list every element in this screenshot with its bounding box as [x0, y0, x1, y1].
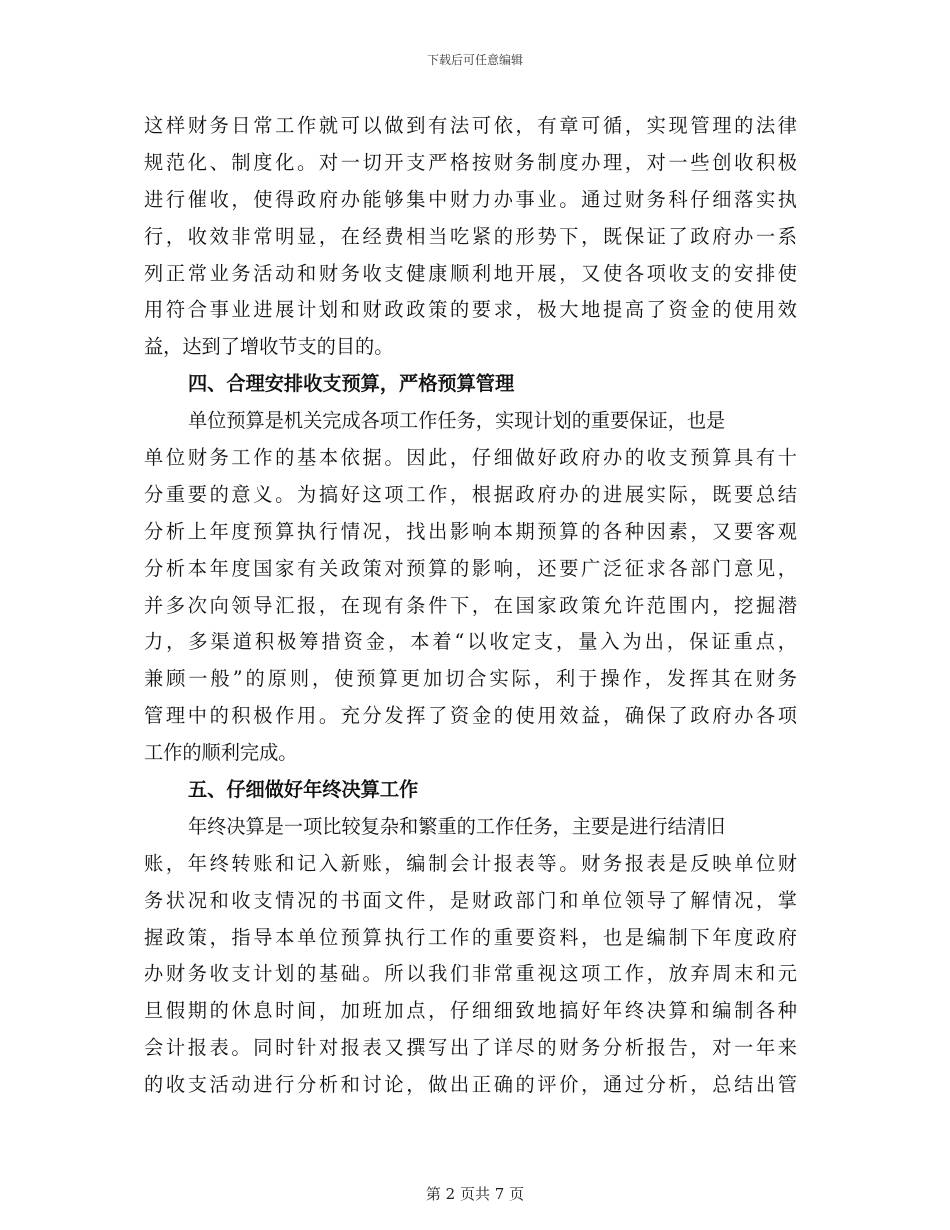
text-line: 进行催收，使得政府办能够集中财力办事业。通过财务科仔细落实执	[144, 187, 797, 211]
text-line: 分析上年度预算执行情况，找出影响本期预算的各种因素，又要客观	[144, 519, 797, 543]
section-heading: 四、合理安排收支预算，严格预算管理	[188, 372, 515, 396]
page-footer: 第 2 页共 7 页	[425, 1185, 525, 1203]
text-line: 益，达到了增收节支的目的。	[144, 335, 394, 359]
text-line: 规范化、制度化。对一切开支严格按财务制度办理，对一些创收积极	[144, 150, 797, 174]
page-header: 下载后可任意编辑	[426, 53, 523, 67]
text-line: 年终决算是一项比较复杂和繁重的工作任务，主要是进行结清旧	[188, 814, 726, 838]
text-line: 旦假期的休息时间，加班加点，仔细细致地搞好年终决算和编制各种	[144, 999, 797, 1023]
text-line: 管理中的积极作用。充分发挥了资金的使用效益，确保了政府办各项	[144, 704, 797, 728]
text-line: 的收支活动进行分析和讨论，做出正确的评价，通过分析，总结出管	[144, 1073, 797, 1097]
text-line: 力，多渠道积极筹措资金，本着“以收定支，量入为出，保证重点，	[144, 630, 797, 654]
text-line: 账，年终转账和记入新账，编制会计报表等。财务报表是反映单位财	[144, 851, 797, 875]
section-heading: 五、仔细做好年终决算工作	[188, 778, 419, 802]
document-body	[144, 108, 797, 1104]
text-line: 用符合事业进展计划和财政政策的要求，极大地提高了资金的使用效	[144, 298, 797, 322]
text-line: 工作的顺利完成。	[144, 741, 298, 765]
text-line: 单位财务工作的基本依据。因此，仔细做好政府办的收支预算具有十	[144, 446, 797, 470]
text-line: 办财务收支计划的基础。所以我们非常重视这项工作，放弃周末和元	[144, 962, 797, 986]
text-line: 务状况和收支情况的书面文件，是财政部门和单位领导了解情况，掌	[144, 888, 797, 912]
text-line: 会计报表。同时针对报表又撰写出了详尽的财务分析报告，对一年来	[144, 1036, 797, 1060]
text-line: 握政策，指导本单位预算执行工作的重要资料，也是编制下年度政府	[144, 925, 797, 949]
text-line: 分重要的意义。为搞好这项工作，根据政府办的进展实际，既要总结	[144, 482, 797, 506]
text-line: 并多次向领导汇报，在现有条件下，在国家政策允许范围内，挖掘潜	[144, 593, 797, 617]
text-line: 兼顾一般”的原则，使预算更加切合实际，利于操作，发挥其在财务	[144, 667, 797, 691]
text-line: 单位预算是机关完成各项工作任务，实现计划的重要保证，也是	[188, 409, 726, 433]
text-line: 行，收效非常明显，在经费相当吃紧的形势下，既保证了政府办一系	[144, 224, 797, 248]
text-line: 这样财务日常工作就可以做到有法可依，有章可循，实现管理的法律	[144, 114, 797, 137]
text-line: 分析本年度国家有关政策对预算的影响，还要广泛征求各部门意见，	[144, 556, 797, 580]
text-line: 列正常业务活动和财务收支健康顺利地开展，又使各项收支的安排使	[144, 261, 797, 285]
